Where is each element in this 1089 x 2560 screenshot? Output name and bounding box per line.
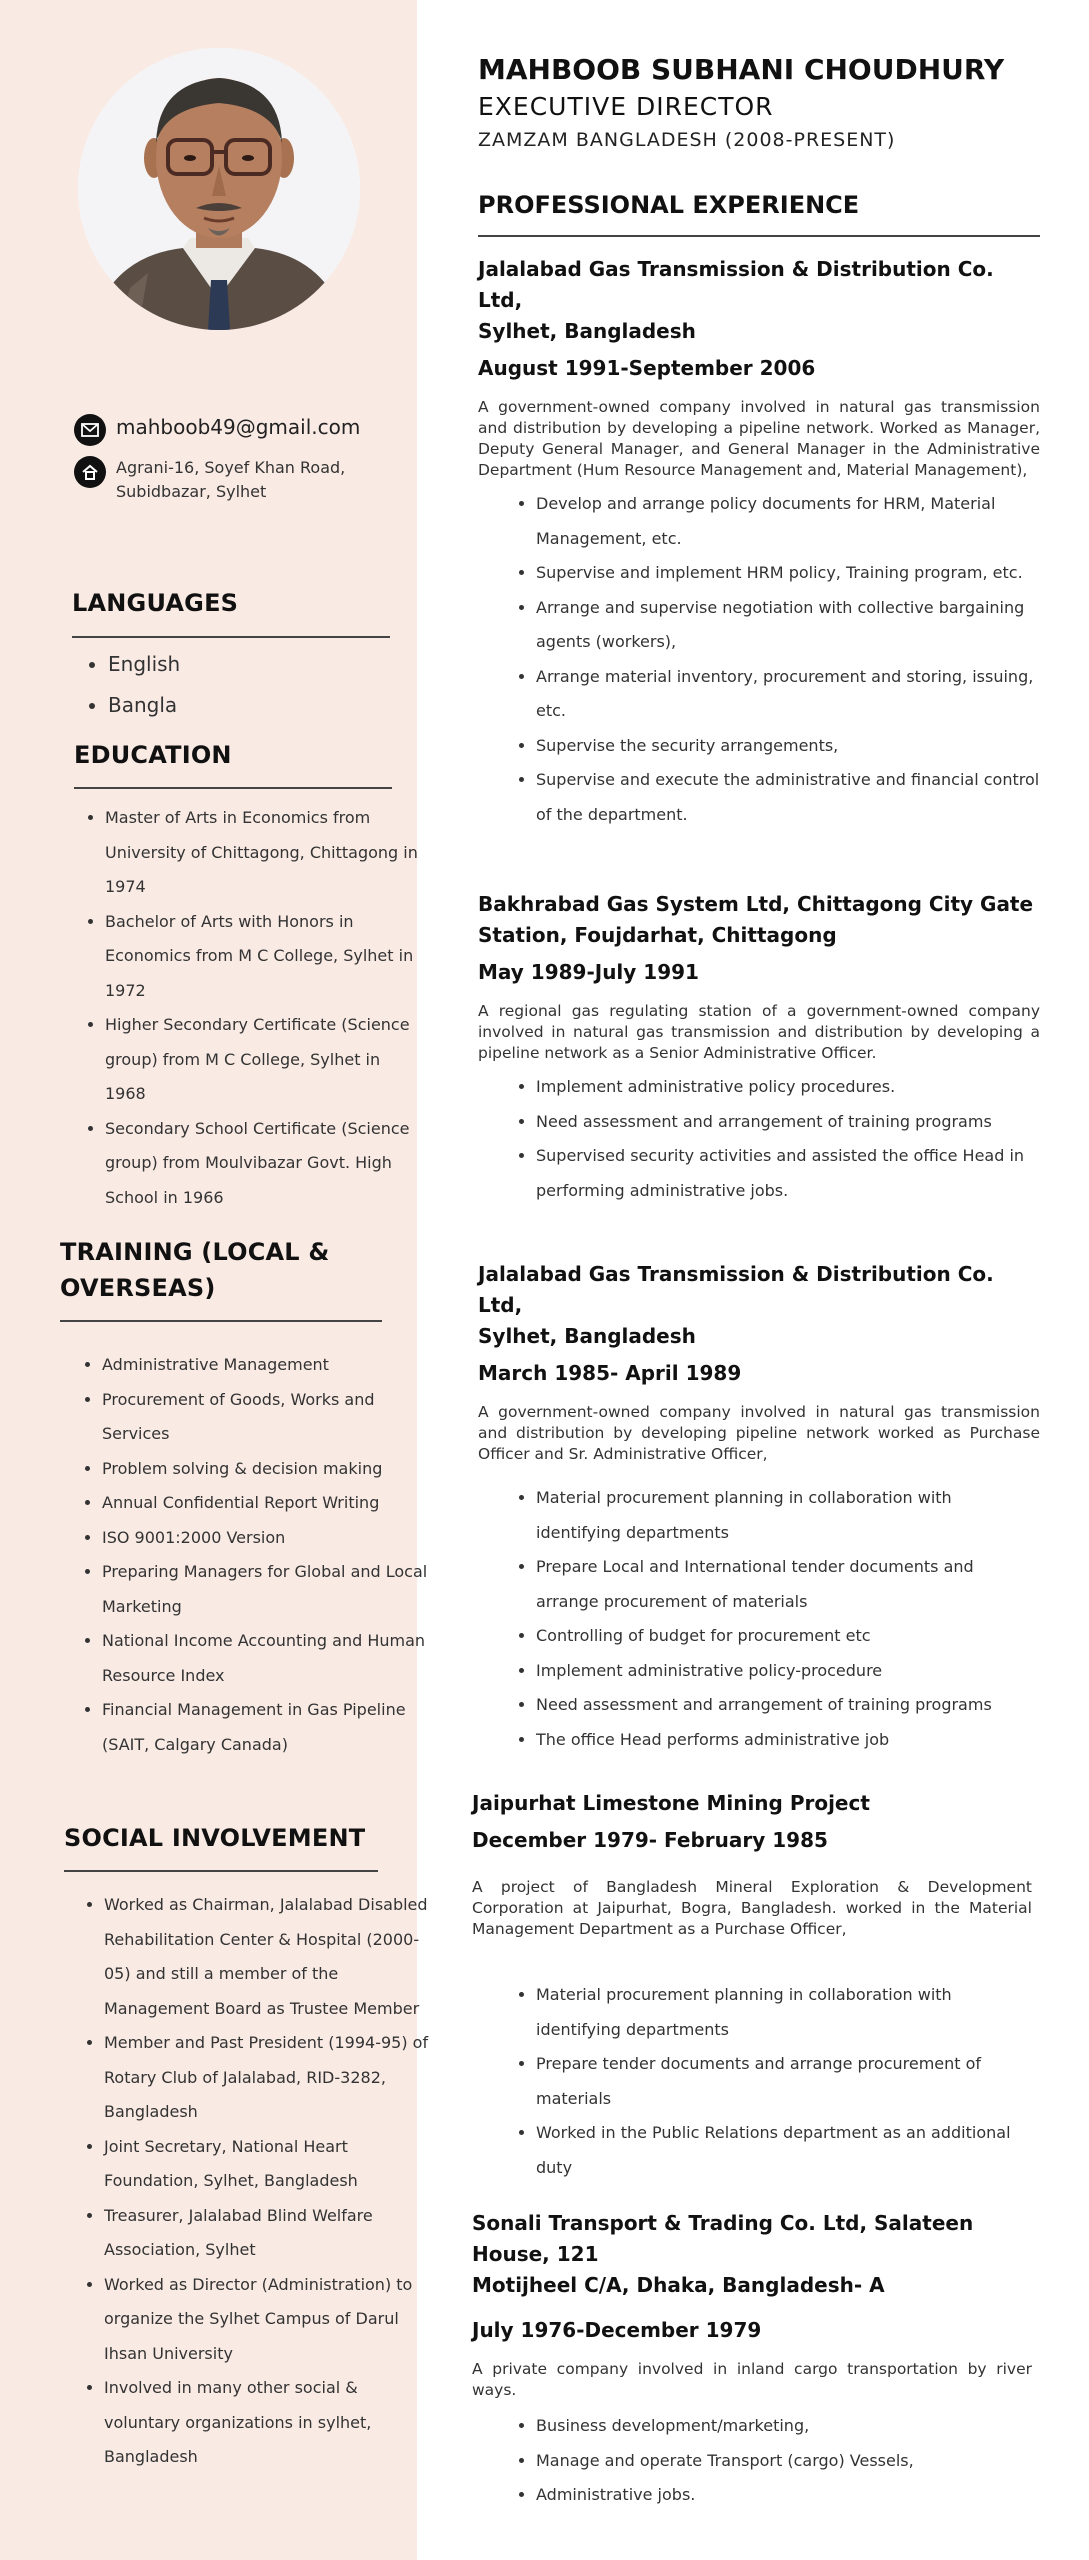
- experience-divider: [478, 235, 1040, 237]
- company-name-line-2: Station, Foujdarhat, Chittagong: [478, 923, 837, 947]
- address-line-2: Subidbazar, Sylhet: [116, 482, 267, 501]
- duty-item: • Controlling of budget for procurement etc: [536, 1619, 1040, 1654]
- training-heading-line-1: TRAINING (LOCAL &: [60, 1238, 330, 1266]
- profile-photo: [78, 48, 360, 330]
- training-heading-line-2: OVERSEAS): [60, 1274, 216, 1302]
- job-description: A government-owned company involved in natural gas transmission and distribution by developing pipeline network worked as Purchase Officer and Sr. Administrative Officer,: [478, 1403, 1040, 1463]
- social-item: • Joint Secretary, National Heart Foundation, Sylhet, Bangladesh: [104, 2130, 434, 2199]
- duty-item: • Manage and operate Transport (cargo) Vessels,: [536, 2444, 1032, 2479]
- social-item: • Worked as Director (Administration) to organize the Sylhet Campus of Darul Ihsan University: [104, 2268, 434, 2372]
- duty-item: • The office Head performs administrative job: [536, 1723, 1040, 1758]
- training-item: • National Income Accounting and Human Resource Index: [102, 1624, 432, 1693]
- address: [116, 456, 345, 504]
- job-title: EXECUTIVE DIRECTOR: [478, 92, 774, 121]
- job-description: A private company involved in inland cargo transportation by river ways.: [472, 2360, 1032, 2399]
- job-description: A regional gas regulating station of a government-owned company involved in natural gas transmission and distribution by developing a pipeline network as a Senior Administrative Officer.: [478, 1002, 1040, 1062]
- language-item: • Bangla: [108, 685, 408, 726]
- duty-item: • Business development/marketing,: [536, 2409, 1032, 2444]
- training-heading: [60, 1234, 330, 1306]
- duty-item: • Implement administrative policy-procedure: [536, 1654, 1040, 1689]
- languages-divider: [72, 636, 390, 638]
- language-item: • English: [108, 644, 408, 685]
- job-duties: [472, 1978, 1032, 2185]
- duty-item: • Worked in the Public Relations department as an additional duty: [536, 2116, 1032, 2185]
- social-list: [74, 1888, 434, 2475]
- job-dates: December 1979- February 1985: [472, 1828, 828, 1852]
- contact-address-row: [74, 456, 345, 504]
- envelope-icon: [74, 414, 106, 446]
- email-address[interactable]: mahboob49@gmail.com: [116, 415, 361, 439]
- duty-item: • Administrative jobs.: [536, 2478, 1032, 2513]
- job-dates: July 1976-December 1979: [472, 2318, 762, 2342]
- company-name-line-2: Sylhet, Bangladesh: [478, 1324, 696, 1348]
- duty-item: • Need assessment and arrangement of training programs: [536, 1688, 1040, 1723]
- home-icon: [74, 456, 106, 488]
- job-entry: [472, 2208, 1032, 2513]
- duty-item: • Supervise and execute the administrative and financial control of the department.: [536, 763, 1040, 832]
- social-item: • Involved in many other social & voluntary organizations in sylhet, Bangladesh: [104, 2371, 434, 2475]
- job-description: A project of Bangladesh Mineral Exploration & Development Corporation at Jaipurhat, Bogra, Bangladesh. worked in the Material Management Department as a Purchase Officer,: [472, 1878, 1032, 1938]
- education-item: • Bachelor of Arts with Honors in Economics from M C College, Sylhet in 1972: [105, 905, 423, 1009]
- training-item: • Problem solving & decision making: [102, 1452, 432, 1487]
- duty-item: • Develop and arrange policy documents for HRM, Material Management, etc.: [536, 487, 1040, 556]
- training-item: • Procurement of Goods, Works and Services: [102, 1383, 432, 1452]
- job-entry: [478, 254, 1040, 832]
- social-item: • Member and Past President (1994-95) of Rotary Club of Jalalabad, RID-3282, Bangladesh: [104, 2026, 434, 2130]
- training-divider: [60, 1320, 382, 1322]
- contact-email-row: [74, 414, 360, 446]
- languages-heading: LANGUAGES: [72, 589, 239, 617]
- training-item: • ISO 9001:2000 Version: [102, 1521, 432, 1556]
- address-line-1: Agrani-16, Soyef Khan Road,: [116, 458, 346, 477]
- education-item: • Master of Arts in Economics from University of Chittagong, Chittagong in 1974: [105, 801, 423, 905]
- company-name-line-1: Jalalabad Gas Transmission & Distribution Co. Ltd,: [478, 257, 994, 312]
- job-duties: [478, 1481, 1040, 1757]
- company-name-line-2: Motijheel C/A, Dhaka, Bangladesh- A: [472, 2273, 885, 2297]
- job-entry: [472, 1788, 1032, 2185]
- social-item: • Treasurer, Jalalabad Blind Welfare Association, Sylhet: [104, 2199, 434, 2268]
- education-heading: EDUCATION: [74, 741, 232, 769]
- company-name-line-1: Jaipurhat Limestone Mining Project: [472, 1791, 870, 1815]
- duty-item: • Supervised security activities and assisted the office Head in performing administrative jobs.: [536, 1139, 1040, 1208]
- training-list: [72, 1348, 432, 1762]
- training-item: • Administrative Management: [102, 1348, 432, 1383]
- job-dates: August 1991-September 2006: [478, 356, 816, 380]
- languages-list: [78, 644, 408, 726]
- duty-item: • Prepare tender documents and arrange procurement of materials: [536, 2047, 1032, 2116]
- duty-item: • Need assessment and arrangement of training programs: [536, 1105, 1040, 1140]
- job-description: A government-owned company involved in natural gas transmission and distribution by developing a pipeline network. Worked as Manager, Deputy General Manager, and General Manager in the Administrative Department (Hum Resource Management and, Material Management),: [478, 398, 1040, 479]
- duty-item: • Prepare Local and International tender documents and arrange procurement of materials: [536, 1550, 1040, 1619]
- experience-heading: PROFESSIONAL EXPERIENCE: [478, 191, 860, 219]
- job-duties: [478, 487, 1040, 832]
- education-item: • Secondary School Certificate (Science group) from Moulvibazar Govt. High School in 1966: [105, 1112, 423, 1216]
- training-item: • Preparing Managers for Global and Local Marketing: [102, 1555, 432, 1624]
- company-name-line-1: Jalalabad Gas Transmission & Distribution Co. Ltd,: [478, 1262, 994, 1317]
- training-item: • Financial Management in Gas Pipeline (SAIT, Calgary Canada): [102, 1693, 432, 1762]
- social-item: • Worked as Chairman, Jalalabad Disabled Rehabilitation Center & Hospital (2000-05) and still a member of the Management Board as Trustee Member: [104, 1888, 434, 2026]
- job-entry: [478, 1259, 1040, 1757]
- duty-item: • Arrange and supervise negotiation with collective bargaining agents (workers),: [536, 591, 1040, 660]
- job-duties: [478, 1070, 1040, 1208]
- company-name-line-1: Bakhrabad Gas System Ltd, Chittagong City Gate: [478, 892, 1034, 916]
- education-item: • Higher Secondary Certificate (Science group) from M C College, Sylhet in 1968: [105, 1008, 423, 1112]
- social-heading: SOCIAL INVOLVEMENT: [64, 1824, 366, 1852]
- job-dates: March 1985- April 1989: [478, 1361, 742, 1385]
- duty-item: • Supervise and implement HRM policy, Training program, etc.: [536, 556, 1040, 591]
- company-name-line-2: Sylhet, Bangladesh: [478, 319, 696, 343]
- current-organization: ZAMZAM BANGLADESH (2008-PRESENT): [478, 129, 896, 151]
- portrait-illustration: [78, 48, 360, 330]
- duty-item: • Supervise the security arrangements,: [536, 729, 1040, 764]
- training-item: • Annual Confidential Report Writing: [102, 1486, 432, 1521]
- job-entry: [478, 889, 1040, 1208]
- duty-item: • Implement administrative policy procedures.: [536, 1070, 1040, 1105]
- company-name-line-1: Sonali Transport & Trading Co. Ltd, Salateen House, 121: [472, 2211, 974, 2266]
- job-dates: May 1989-July 1991: [478, 960, 699, 984]
- duty-item: • Material procurement planning in collaboration with identifying departments: [536, 1481, 1040, 1550]
- person-name: MAHBOOB SUBHANI CHOUDHURY: [478, 53, 1005, 86]
- education-divider: [74, 787, 392, 789]
- duty-item: • Arrange material inventory, procurement and storing, issuing, etc.: [536, 660, 1040, 729]
- education-list: [75, 801, 423, 1215]
- duty-item: • Material procurement planning in collaboration with identifying departments: [536, 1978, 1032, 2047]
- social-divider: [64, 1870, 378, 1872]
- job-duties: [472, 2409, 1032, 2513]
